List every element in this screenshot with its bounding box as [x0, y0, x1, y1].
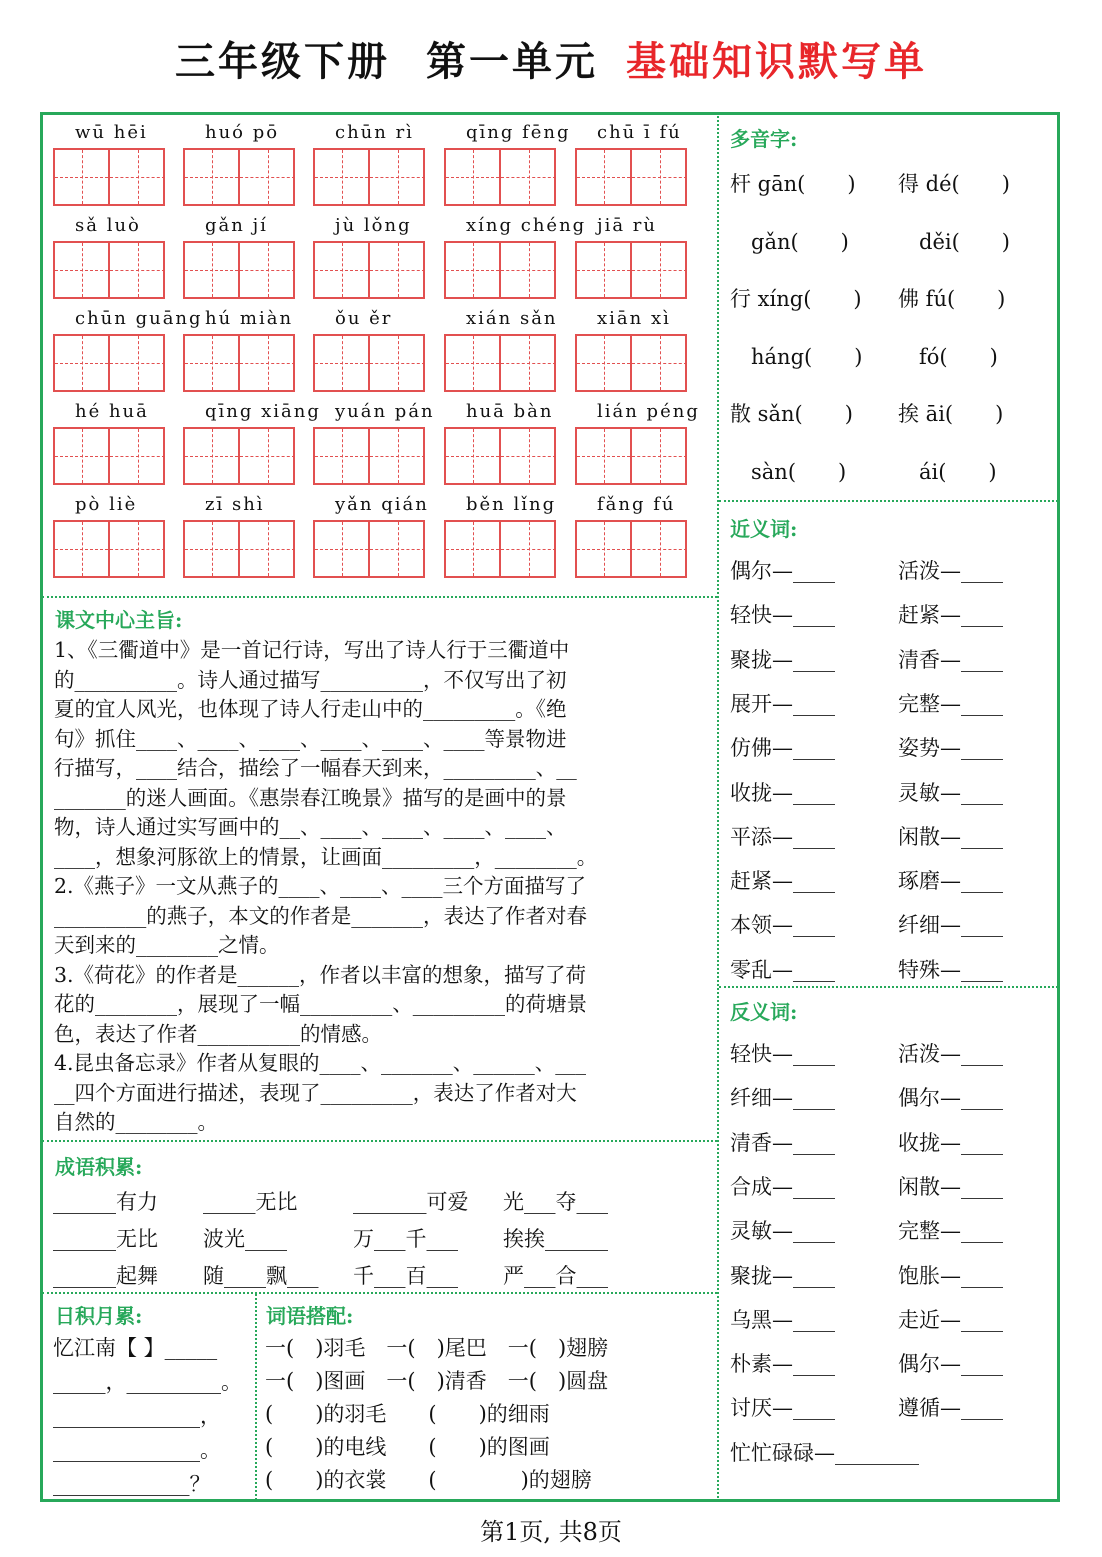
- writing-cell: [577, 336, 632, 390]
- pinyin-label: chūn rì: [335, 122, 414, 143]
- writing-box: [183, 334, 295, 392]
- synonyms-item: 特殊—____: [898, 957, 1003, 982]
- synonyms-item: 清香—____: [898, 647, 1003, 672]
- pinyin-label: hú miàn: [205, 308, 294, 329]
- polyphone-item: 挨 āi( ): [898, 402, 1004, 426]
- polyphone-item: ái( ): [898, 459, 997, 484]
- pinyin-label: qīng fēng: [466, 122, 571, 143]
- pinyin-label: yǎn qián: [335, 494, 429, 515]
- pinyin-label: xián sǎn: [466, 308, 558, 329]
- writing-box: [183, 148, 295, 206]
- theme-line: 物，诗人通过实写画中的__、____、____、____、____、: [54, 815, 567, 839]
- collocation-row: 一( )图画 一( )清香 一( )圆盘: [265, 1369, 609, 1393]
- synonyms-item: 赶紧—____: [898, 603, 1003, 628]
- accumulate-line: _____________？: [53, 1472, 211, 1496]
- title-grade: 三年级下册: [175, 38, 390, 85]
- writing-cell: [446, 150, 501, 204]
- synonyms-item: 收拢—____: [730, 780, 835, 805]
- writing-box: [183, 520, 295, 578]
- writing-cell: [501, 150, 556, 204]
- divider-idioms: [42, 1292, 717, 1294]
- writing-cell: [240, 243, 295, 297]
- synonyms-item: 灵敏—____: [898, 780, 1003, 805]
- pinyin-label: fǎng fú: [597, 494, 676, 515]
- synonyms-item: 琢磨—____: [898, 869, 1003, 894]
- accumulate-line: _____，_________。: [53, 1370, 242, 1394]
- idiom-item: _____无比: [203, 1190, 298, 1214]
- polyphone-item: 杆 gān( ): [730, 172, 856, 196]
- antonyms-item: 合成—____: [730, 1174, 835, 1199]
- writing-cell: [185, 522, 240, 576]
- pinyin-label: jù lǒng: [335, 215, 412, 236]
- idiom-item: _______可爱: [353, 1190, 469, 1214]
- idiom-item: 千___百___: [353, 1264, 458, 1288]
- idiom-item: 波光____: [203, 1227, 287, 1251]
- antonyms-item: 讨厌—____: [730, 1396, 835, 1421]
- pinyin-label: chūn guāng: [75, 308, 203, 329]
- polyphone-item: děi( ): [898, 229, 1010, 254]
- writing-cell: [446, 336, 501, 390]
- writing-cell: [110, 336, 165, 390]
- page-title: [0, 30, 1102, 87]
- writing-cell: [501, 429, 556, 483]
- accumulate-title: 日积月累:: [55, 1304, 143, 1328]
- writing-box: [444, 241, 556, 299]
- writing-cell: [110, 522, 165, 576]
- writing-cell: [501, 243, 556, 297]
- synonyms-item: 赶紧—____: [730, 869, 835, 894]
- center-theme-text: [54, 636, 597, 1138]
- polyphone-item: 行 xíng( ): [730, 287, 862, 311]
- writing-cell: [577, 150, 632, 204]
- pinyin-label: yuán pán: [335, 401, 435, 422]
- writing-box: [575, 520, 687, 578]
- writing-cell: [315, 243, 370, 297]
- antonyms-item: 轻快—____: [730, 1042, 835, 1066]
- collocation-row: ( )的衣裳 ( )的翅膀: [265, 1468, 592, 1492]
- writing-cell: [446, 522, 501, 576]
- pinyin-label: huā bàn: [466, 401, 554, 422]
- writing-cell: [240, 429, 295, 483]
- synonyms-item: 仿佛—____: [730, 736, 835, 761]
- antonyms-item: 收拢—____: [898, 1130, 1003, 1155]
- writing-cell: [55, 429, 110, 483]
- writing-cell: [185, 150, 240, 204]
- collocation-row: ( )的电线 ( )的图画: [265, 1435, 550, 1459]
- pinyin-label: gǎn jí: [205, 215, 268, 236]
- writing-cell: [55, 243, 110, 297]
- writing-cell: [370, 150, 425, 204]
- theme-line: 1、《三衢道中》是一首记行诗，写出了诗人行于三衢道中: [54, 638, 570, 662]
- writing-box: [313, 427, 425, 485]
- writing-box: [575, 241, 687, 299]
- writing-cell: [446, 429, 501, 483]
- idiom-item: ______无比: [53, 1227, 158, 1251]
- writing-cell: [110, 243, 165, 297]
- title-topic: 基础知识默写单: [626, 38, 927, 85]
- pinyin-label: huó pō: [205, 122, 280, 143]
- theme-line: _________的燕子，本文的作者是_______，表达了作者对春: [54, 903, 587, 928]
- antonyms-item: 偶尔—____: [898, 1086, 1003, 1111]
- synonyms-item: 姿势—____: [898, 736, 1003, 761]
- divider-synonyms: [719, 986, 1058, 988]
- writing-cell: [185, 336, 240, 390]
- synonyms-item: 聚拢—____: [730, 647, 835, 672]
- pinyin-label: xíng chéng: [466, 215, 587, 236]
- synonyms-item: 纤细—____: [898, 913, 1003, 938]
- antonyms-item: 偶尔—____: [898, 1352, 1003, 1377]
- polyphone-item: sàn( ): [730, 459, 847, 484]
- writing-cell: [55, 150, 110, 204]
- pinyin-label: zī shì: [205, 494, 265, 515]
- writing-cell: [577, 522, 632, 576]
- synonyms-item: 完整—____: [898, 691, 1003, 716]
- pinyin-label: sǎ luò: [75, 215, 141, 236]
- writing-cell: [632, 429, 687, 483]
- divider-bottom-split: [255, 1294, 257, 1500]
- writing-cell: [240, 522, 295, 576]
- synonyms-title: 近义词:: [730, 517, 798, 541]
- theme-line: 句》抓住____、____、____、____、____、____等景物进: [54, 726, 567, 751]
- idioms-title: 成语积累:: [55, 1155, 143, 1179]
- writing-cell: [632, 243, 687, 297]
- theme-line: __四个方面进行描述，表现了_________，表达了作者对大: [54, 1080, 577, 1105]
- writing-box: [313, 334, 425, 392]
- pinyin-label: wū hēi: [75, 122, 148, 143]
- pinyin-label: běn lǐng: [466, 494, 557, 515]
- column-divider: [717, 112, 719, 1502]
- writing-box: [53, 148, 165, 206]
- writing-cell: [185, 429, 240, 483]
- writing-cell: [632, 522, 687, 576]
- antonyms-item: 聚拢—____: [730, 1263, 835, 1288]
- theme-line: 自然的________。: [54, 1110, 218, 1134]
- idiom-item: ______起舞: [53, 1264, 158, 1288]
- pinyin-label: qīng xiāng: [205, 401, 321, 422]
- writing-cell: [240, 336, 295, 390]
- synonyms-item: 活泼—____: [898, 559, 1003, 583]
- writing-cell: [370, 336, 425, 390]
- pinyin-label: chū ī fú: [597, 122, 682, 143]
- polyphone-item: gǎn( ): [730, 229, 849, 254]
- theme-line: 花的________，展现了一幅_________、_________的荷塘景: [54, 992, 587, 1016]
- pinyin-label: xiān xì: [597, 308, 671, 329]
- writing-box: [183, 427, 295, 485]
- idiom-item: 万___千___: [353, 1227, 458, 1251]
- writing-cell: [370, 429, 425, 483]
- synonyms-item: 零乱—____: [730, 957, 835, 982]
- writing-box: [313, 241, 425, 299]
- pinyin-label: lián péng: [597, 401, 700, 422]
- antonyms-item: 遵循—____: [898, 1396, 1003, 1421]
- antonyms-item: 饱胀—____: [898, 1263, 1003, 1288]
- idiom-item: 光___夺___: [503, 1190, 608, 1214]
- polyphone-title: 多音字:: [730, 127, 798, 151]
- antonyms-item: 纤细—____: [730, 1086, 835, 1111]
- synonyms-item: 平添—____: [730, 824, 835, 849]
- writing-cell: [240, 150, 295, 204]
- writing-cell: [577, 243, 632, 297]
- theme-line: 的__________。诗人通过描写__________，不仅写出了初: [54, 667, 567, 692]
- writing-cell: [577, 429, 632, 483]
- collocation-title: 词语搭配:: [266, 1304, 354, 1328]
- accumulate-line: ______________。: [53, 1438, 221, 1462]
- writing-cell: [315, 336, 370, 390]
- writing-box: [53, 520, 165, 578]
- writing-cell: [632, 336, 687, 390]
- writing-cell: [370, 522, 425, 576]
- pinyin-label: pò liè: [75, 494, 138, 515]
- pinyin-label: jiā rù: [597, 215, 657, 236]
- accumulate-line: ______________，: [53, 1404, 221, 1428]
- accumulate-line: 忆江南【 】_____: [53, 1336, 218, 1360]
- writing-box: [53, 241, 165, 299]
- writing-cell: [55, 336, 110, 390]
- theme-line: 行描写，____结合，描绘了一幅春天到来，_________、__: [54, 756, 577, 780]
- polyphone-item: 佛 fú( ): [898, 287, 1006, 311]
- theme-line: 4.昆虫备忘录》作者从复眼的____、_______、______、___: [54, 1051, 587, 1075]
- writing-box: [313, 520, 425, 578]
- writing-box: [575, 334, 687, 392]
- antonyms-item: 闲散—____: [898, 1174, 1003, 1199]
- center-theme-title: 课文中心主旨:: [55, 608, 183, 632]
- writing-box: [53, 334, 165, 392]
- writing-cell: [110, 150, 165, 204]
- theme-line: 3.《荷花》的作者是______，作者以丰富的想象，描写了荷: [54, 962, 587, 987]
- theme-line: 天到来的________之情。: [54, 933, 280, 957]
- writing-cell: [315, 150, 370, 204]
- antonyms-title: 反义词:: [730, 1000, 798, 1024]
- idiom-item: 随____飘___: [203, 1264, 319, 1288]
- theme-line: ____，想象河豚欲上的情景，让画面_________，________。: [54, 844, 598, 869]
- collocation-row: ( )的羽毛 ( )的细雨: [265, 1402, 550, 1426]
- antonyms-item: 乌黑—____: [730, 1307, 835, 1332]
- page-footer: 第1页, 共8页: [480, 1518, 622, 1546]
- idiom-item: ______有力: [53, 1190, 158, 1214]
- writing-box: [444, 427, 556, 485]
- polyphone-item: háng( ): [730, 344, 863, 369]
- writing-box: [53, 427, 165, 485]
- polyphone-item: fó( ): [898, 344, 998, 369]
- writing-box: [444, 334, 556, 392]
- divider-theme: [42, 1140, 717, 1142]
- pinyin-label: ǒu ěr: [335, 308, 393, 329]
- writing-cell: [185, 243, 240, 297]
- collocation-row: 一( )羽毛 一( )尾巴 一( )翅膀: [265, 1336, 609, 1360]
- writing-box: [444, 520, 556, 578]
- title-unit: 第一单元: [426, 38, 598, 85]
- antonyms-item: 完整—____: [898, 1219, 1003, 1244]
- theme-line: _______的迷人画面。《惠崇春江晚景》描写的是画中的景: [54, 785, 567, 810]
- writing-box: [575, 427, 687, 485]
- theme-line: 色，表达了作者__________的情感。: [54, 1021, 382, 1046]
- writing-cell: [315, 522, 370, 576]
- idiom-item: 挨挨______: [503, 1227, 608, 1251]
- polyphone-item: 得 dé( ): [898, 172, 1010, 196]
- antonyms-item: 活泼—____: [898, 1042, 1003, 1066]
- writing-cell: [55, 522, 110, 576]
- writing-cell: [370, 243, 425, 297]
- theme-line: 2.《燕子》一文从燕子的____、____、____三个方面描写了: [54, 874, 587, 898]
- synonyms-item: 轻快—____: [730, 603, 835, 628]
- writing-box: [575, 148, 687, 206]
- theme-line: 夏的宜人风光，也体现了诗人行走山中的_________。《绝: [54, 697, 567, 721]
- synonyms-item: 本领—____: [730, 913, 835, 938]
- writing-cell: [315, 429, 370, 483]
- writing-cell: [501, 522, 556, 576]
- divider-polyphone: [719, 500, 1058, 502]
- polyphone-item: 散 sǎn( ): [730, 402, 853, 426]
- antonyms-item: 走近—____: [898, 1307, 1003, 1332]
- synonyms-item: 展开—____: [730, 691, 835, 716]
- writing-cell: [501, 336, 556, 390]
- antonyms-item: 灵敏—____: [730, 1219, 835, 1244]
- synonyms-item: 偶尔—____: [730, 559, 835, 583]
- pinyin-label: hé huā: [75, 401, 149, 422]
- writing-box: [313, 148, 425, 206]
- writing-box: [444, 148, 556, 206]
- writing-box: [183, 241, 295, 299]
- antonyms-item: 朴素—____: [730, 1352, 835, 1377]
- synonyms-item: 闲散—____: [898, 824, 1003, 849]
- divider-pinyin: [42, 596, 717, 598]
- writing-cell: [446, 243, 501, 297]
- idiom-item: 严___合___: [503, 1264, 608, 1288]
- antonyms-item: 清香—____: [730, 1130, 835, 1155]
- writing-cell: [632, 150, 687, 204]
- writing-cell: [110, 429, 165, 483]
- antonym-last: 忙忙碌碌—________: [730, 1441, 919, 1465]
